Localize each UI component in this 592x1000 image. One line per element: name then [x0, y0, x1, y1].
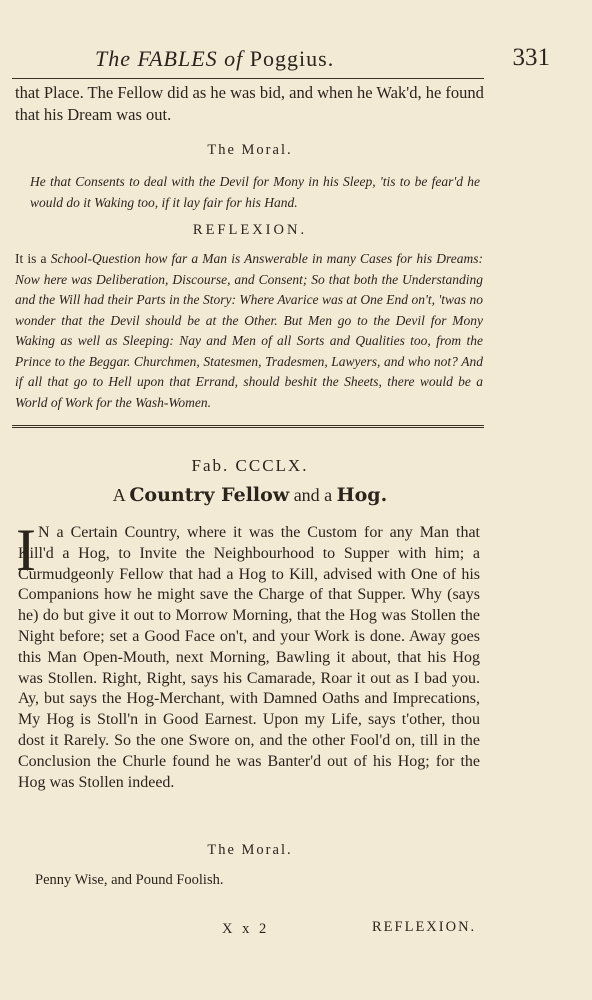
fable-title-and: and a	[293, 485, 333, 505]
drop-cap: I	[16, 517, 36, 583]
moral-text-2: Penny Wise, and Pound Foolish.	[35, 872, 224, 888]
reflexion-heading: REFLEXION.	[192, 222, 308, 238]
page-number: 331	[512, 44, 550, 71]
fable-title	[0, 484, 500, 506]
intro-paragraph: that Place. The Fellow did as he was bid, and when he Wak'd, he found that his Dream was out.	[15, 83, 484, 124]
signature-mark: X x 2	[222, 921, 270, 937]
fable-story-text: N a Certain Country, where it was the Custom for any Man that Kill'd a Hog, to Invite the Neighbourhood to Supper with him; a Curmudgeonly Fellow that had a Hog to Kill, advised with One of his Companions how he might save the Charge of that Supper. Why (says he) do but give it out to Morrow Morning, that the Hog was Stollen the Night before; set a Good Face on't, and your Work is done. Away goes this Man Open-Mouth, next Morning, Bawling it about, that his Hog was Stollen. Right, Right, says his Camarade, Roar it out as I bad you. Ay, but says the Hog-Merchant, with Damned Oaths and Imprecations, My Hog is Stoll'n in Good Earnest. Upon my Life, says t'other, thou dost it Rarely. So the one Swore on, and the other Fool'd on, till in the Conclusion the Churle found he was Banter'd out of his Hog; for the Hog was Stollen indeed.	[18, 524, 480, 791]
moral-heading-1: The Moral.	[207, 142, 293, 158]
fable-title-a: A	[112, 485, 125, 505]
header-rule	[12, 78, 484, 79]
running-title	[95, 46, 334, 72]
fable-title-country: Country Fellow	[129, 484, 290, 506]
running-header	[0, 44, 592, 78]
moral-heading-2: The Moral.	[207, 842, 293, 858]
reflexion-body: School-Question how far a Man is Answerable in many Cases for his Dreams: Now here was Deliberation, Discourse, and Consent; So that both the Understanding and the Will had their Parts in the Story: Where Avarice was at One End on't, 'twas no wonder that the Devil should be at the Other. But Men go to the Devil for Mony Waking as well as Sleeping: Nay and Men of all Sorts and Qualities too, from the Prince to the Beggar. Churchmen, Statesmen, Tradesmen, Lawyers, and who not? And if all that go to Hell upon that Errand, should beshit the Sheets, there would be a World of Work for the Wash-Women.	[15, 251, 483, 410]
title-prefix: The FABLES	[95, 46, 218, 71]
fable-title-hog: Hog.	[336, 484, 388, 506]
reflexion-lead: It is a	[15, 251, 47, 266]
fable-number: Fab. CCCLX.	[191, 456, 309, 475]
section-divider	[12, 425, 484, 428]
catchword: REFLEXION.	[372, 919, 477, 935]
title-of: of	[224, 46, 244, 71]
reflexion-paragraph	[15, 249, 483, 413]
fable-story	[16, 517, 480, 793]
moral-text-1: He that Consents to deal with the Devil for Mony in his Sleep, 'tis to be fear'd he would do it Waking too, if it lay fair for his Hand.	[30, 174, 480, 210]
title-name: Poggius.	[249, 46, 335, 71]
